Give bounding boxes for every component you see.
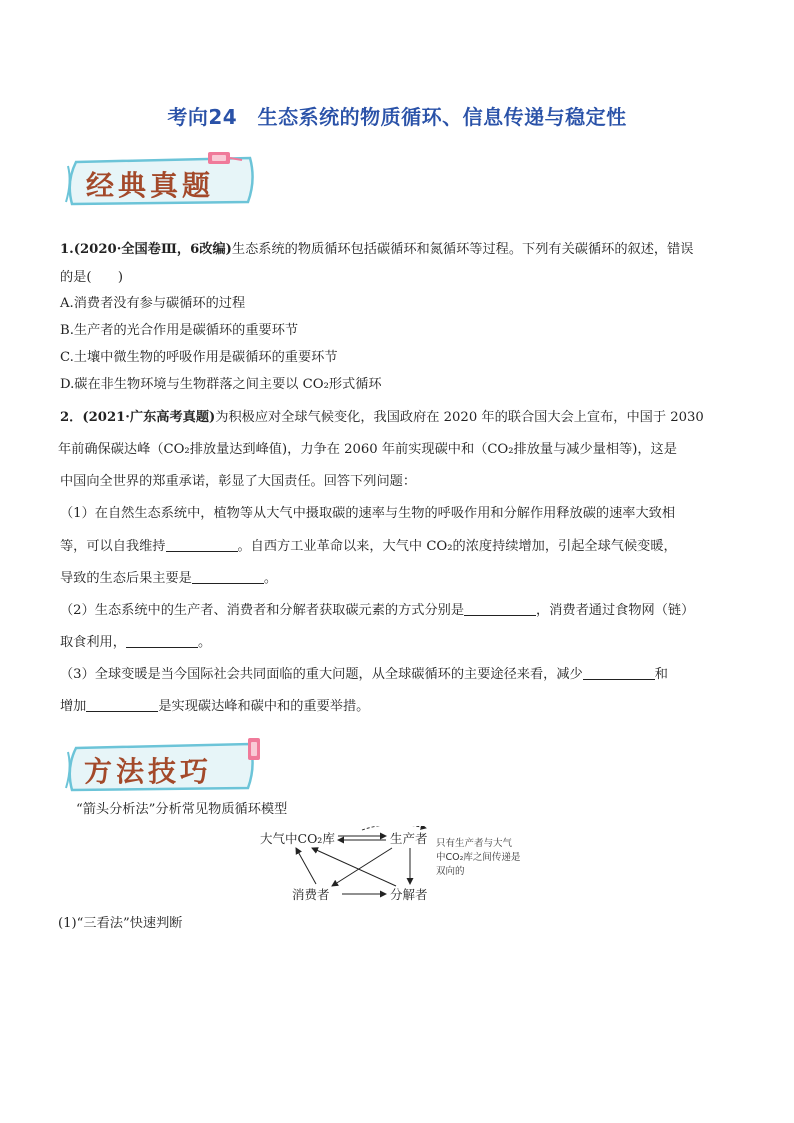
q2-part3-line1: （3）全球变暖是当今国际社会共同面临的重大问题，从全球碳循环的主要途径来看，减少 和: [60, 667, 668, 682]
dashed-highlight-arrow: [362, 826, 426, 830]
answer-blank-2[interactable]: [192, 570, 264, 584]
node-consumer: 消费者: [292, 887, 330, 902]
note-line-3: 双向的: [436, 866, 465, 877]
method-intro: “箭头分析法”分析常见物质循环模型: [76, 802, 288, 817]
node-decomposer: 分解者: [390, 887, 428, 902]
q2-intro-line1: 2．(2021·广东高考真题)为积极应对全球气候变化，我国政府在 2020 年的联合国大会上宣布，中国于 2030: [60, 410, 704, 425]
carbon-cycle-diagram: [250, 826, 550, 912]
q1-source: 1.(2020·全国卷Ⅲ，6改编): [60, 242, 232, 257]
answer-blank-3[interactable]: [464, 602, 536, 616]
banner-label: 方法技巧: [84, 755, 213, 788]
q1-option-b: B.生产者的光合作用是碳循环的重要环节: [60, 323, 299, 338]
arrow-consumer-to-atm: [296, 848, 316, 884]
q2-part3-line2: 增加 是实现碳达峰和碳中和的重要举措。: [60, 699, 370, 714]
section-banner-classic: [62, 152, 262, 204]
note-line-2: 中CO₂库之间传递是: [436, 852, 521, 863]
node-producer: 生产者: [390, 831, 428, 846]
q1-option-a: A.消费者没有参与碳循环的过程: [60, 296, 246, 311]
q1-option-d: D.碳在非生物环境与生物群落之间主要以 CO₂形式循环: [60, 377, 382, 392]
answer-blank-6[interactable]: [86, 698, 158, 712]
q2-part1-line2: 等，可以自我维持 。自西方工业革命以来，大气中 CO₂的浓度持续增加，引起全球气候变暖，: [60, 539, 677, 554]
note-line-1: 只有生产者与大气: [436, 838, 513, 849]
node-atmosphere: 大气中CO₂库: [260, 831, 335, 846]
banner-label: 经典真题: [86, 169, 215, 202]
section-banner-method: [62, 738, 262, 790]
answer-blank-5[interactable]: [583, 666, 655, 680]
q2-part2-line1: （2）生态系统中的生产者、消费者和分解者获取碳元素的方式分别是 ，消费者通过食物网（链）: [60, 603, 695, 618]
answer-blank-1[interactable]: [166, 538, 238, 552]
q1-option-c: C.土壤中微生物的呼吸作用是碳循环的重要环节: [60, 350, 338, 365]
q2-part1-line1: （1）在自然生态系统中，植物等从大气中摄取碳的速率与生物的呼吸作用和分解作用释放碳的速率大致相: [60, 506, 676, 521]
answer-blank-4[interactable]: [126, 634, 198, 648]
q2-intro-line3: 中国向全世界的郑重承诺，彰显了大国责任。回答下列问题：: [60, 474, 417, 489]
q1-stem-line2: 的是( ): [60, 270, 124, 285]
method-step1: (1)“三看法”快速判断: [58, 916, 183, 931]
q1-stem-line1: 1.(2020·全国卷Ⅲ，6改编)生态系统的物质循环包括碳循环和氮循环等过程。下列有关碳循环的叙述，错误: [60, 242, 694, 257]
q2-intro-line2: 年前确保碳达峰（CO₂排放量达到峰值)，力争在 2060 年前实现碳中和（CO₂排放量与减少量相等)，这是: [58, 442, 677, 457]
q2-source: 2．(2021·广东高考真题): [60, 410, 216, 425]
page-title: 考向24 生态系统的物质循环、信息传递与稳定性: [167, 105, 627, 129]
q2-part2-line2: 取食利用， 。: [60, 635, 212, 650]
q2-part1-line3: 导致的生态后果主要是 。: [60, 571, 278, 586]
